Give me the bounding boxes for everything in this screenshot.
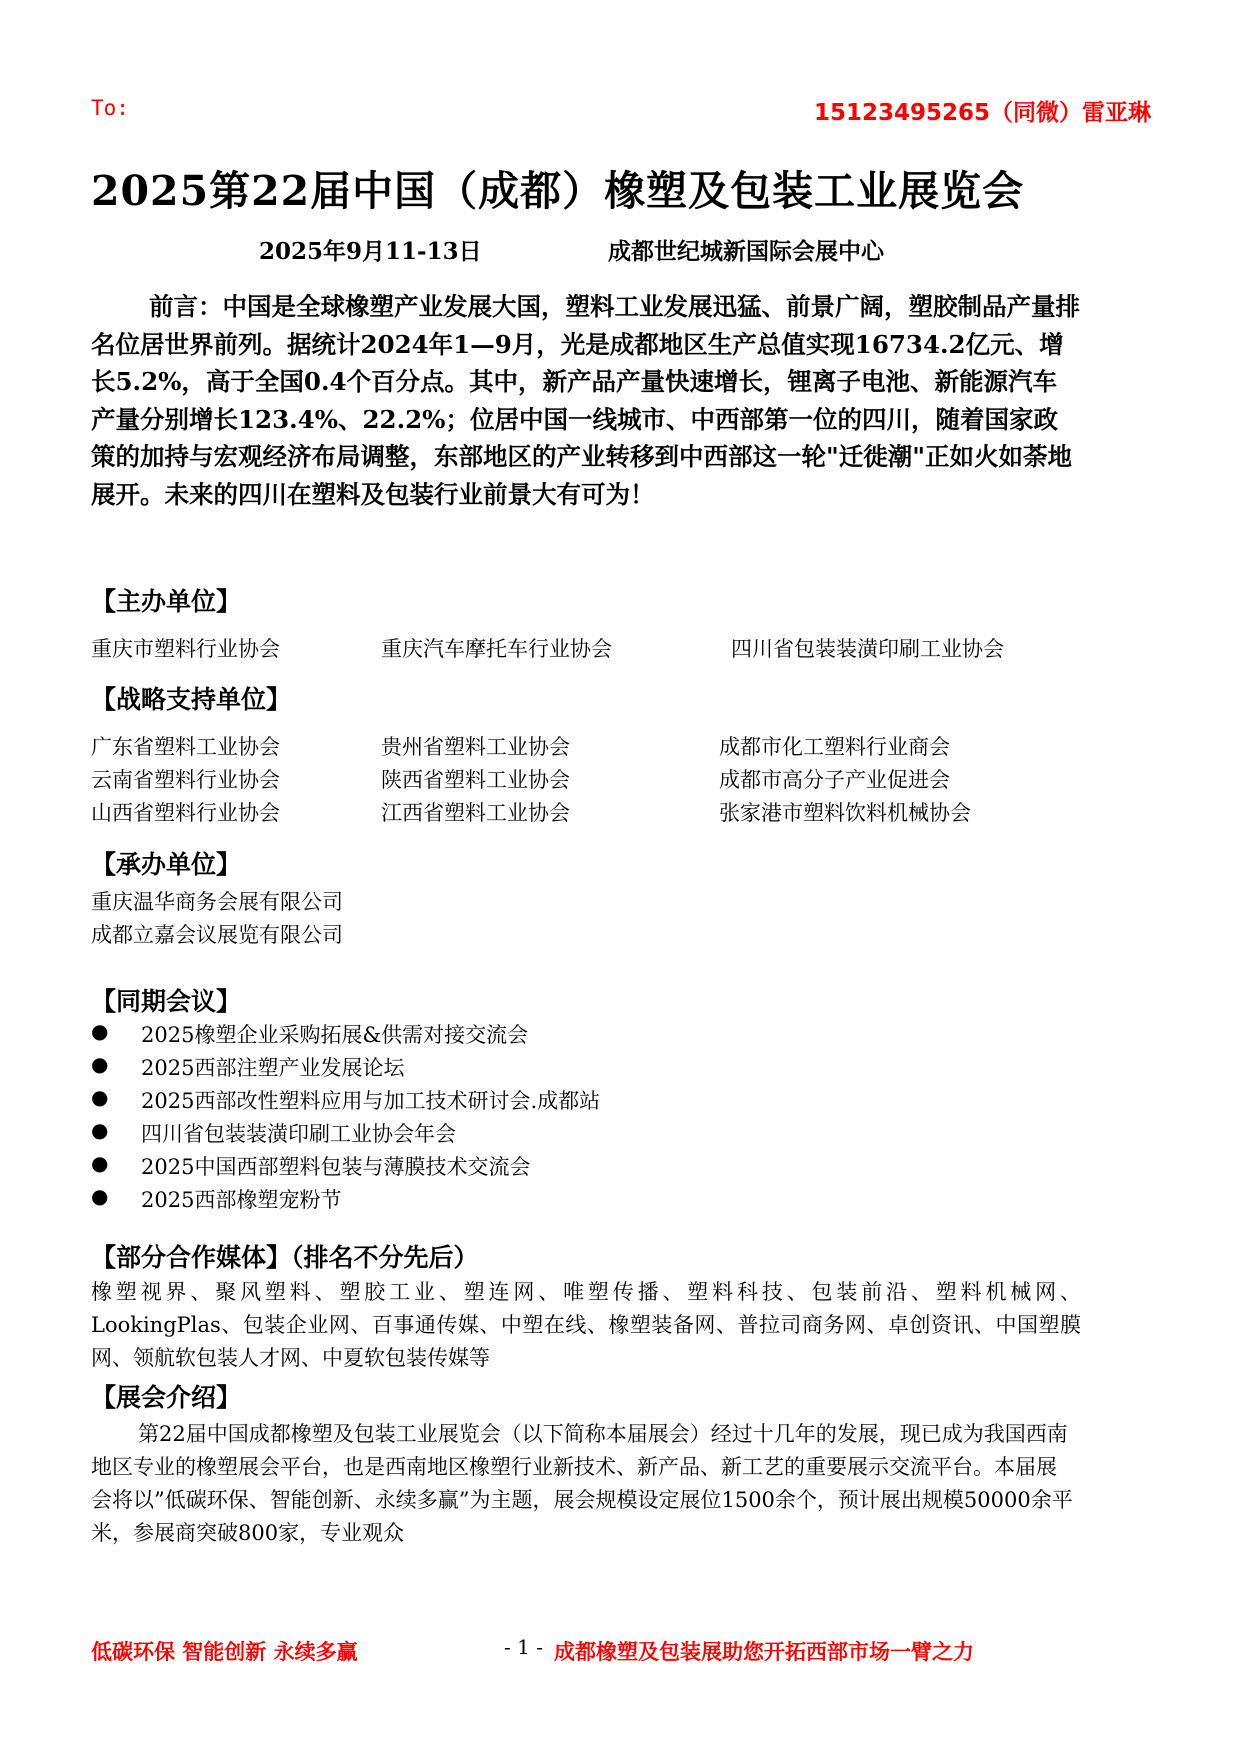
meeting-list-item — [91, 1118, 456, 1146]
meeting-list-item — [91, 1019, 529, 1047]
media-heading — [91, 1238, 479, 1274]
bullet-icon: ● — [91, 1019, 109, 1043]
supporter-item: 成都市化工塑料行业商会 — [719, 735, 950, 759]
media-heading-title: 【部分合作媒体】 — [91, 1243, 292, 1272]
intro-heading: 【展会介绍】 — [91, 1383, 242, 1412]
to-label: To: — [91, 96, 129, 120]
meeting-title: 2025西部改性塑料应用与加工技术研讨会.成都站 — [141, 1089, 601, 1113]
meetings-heading: 【同期会议】 — [91, 987, 242, 1016]
document-page — [91, 0, 1151, 1754]
meeting-list-item — [91, 1052, 405, 1080]
meeting-list-item — [91, 1085, 601, 1113]
footer-slogan: 低碳环保 智能创新 永续多赢 — [91, 1640, 358, 1664]
bullet-icon: ● — [91, 1085, 109, 1109]
supporter-item: 云南省塑料行业协会 — [91, 768, 280, 792]
page-title: 2025第22届中国（成都）橡塑及包装工业展览会 — [91, 167, 1025, 215]
host-item: 成都立嘉会议展览有限公司 — [91, 923, 343, 947]
meeting-list-item — [91, 1151, 531, 1179]
meeting-title: 2025橡塑企业采购拓展&供需对接交流会 — [141, 1023, 529, 1047]
page-number: - 1 - — [504, 1635, 543, 1659]
bullet-icon: ● — [91, 1118, 109, 1142]
organizer-item: 四川省包装装潢印刷工业协会 — [731, 637, 1004, 661]
organizers-heading: 【主办单位】 — [91, 587, 242, 616]
supporter-item: 贵州省塑料工业协会 — [381, 735, 570, 759]
meeting-title: 四川省包装装潢印刷工业协会年会 — [141, 1122, 456, 1146]
footer-tagline: 成都橡塑及包装展助您开拓西部市场一臂之力 — [554, 1640, 974, 1664]
supporter-item: 山西省塑料行业协会 — [91, 801, 280, 825]
supporter-item: 陕西省塑料工业协会 — [381, 768, 570, 792]
bullet-icon: ● — [91, 1184, 109, 1208]
supporter-item: 成都市高分子产业促进会 — [719, 768, 950, 792]
supporter-item: 广东省塑料工业协会 — [91, 735, 280, 759]
host-item: 重庆温华商务会展有限公司 — [91, 890, 343, 914]
organizer-item: 重庆市塑料行业协会 — [91, 637, 280, 661]
meeting-title: 2025西部橡塑宠粉节 — [141, 1188, 342, 1212]
event-date: 2025年9月11-13日 — [259, 238, 482, 265]
meeting-list-item — [91, 1184, 342, 1212]
supporter-item: 张家港市塑料饮料机械协会 — [719, 801, 971, 825]
bullet-icon: ● — [91, 1151, 109, 1175]
contact-info: 15123495265（同微）雷亚琳 — [813, 100, 1151, 126]
organizer-item: 重庆汽车摩托车行业协会 — [381, 637, 612, 661]
intro-paragraph: 第22届中国成都橡塑及包装工业展览会（以下简称本届展会）经过十几年的发展，现已成为我国西南地区专业的橡塑展会平台，也是西南地区橡塑行业新技术、新产品、新工艺的重要展示交流平台。本届展会将以”低碳环保、智能创新、永续多赢”为主题，展会规模设定展位1500余个，预计展出规模50000余平米，参展商突破800家，专业观众 — [91, 1422, 1073, 1545]
supporter-item: 江西省塑料工业协会 — [381, 801, 570, 825]
meeting-title: 2025中国西部塑料包装与薄膜技术交流会 — [141, 1155, 531, 1179]
bullet-icon: ● — [91, 1052, 109, 1076]
supporters-heading: 【战略支持单位】 — [91, 685, 292, 714]
event-venue: 成都世纪城新国际会展中心 — [608, 238, 884, 265]
hosts-heading: 【承办单位】 — [91, 850, 242, 879]
media-heading-note: （排名不分先后） — [291, 1243, 479, 1272]
preface-paragraph: 前言：中国是全球橡塑产业发展大国，塑料工业发展迅猛、前景广阔，塑胶制品产量排名位居世界前列。据统计2024年1—9月，光是成都地区生产总值实现16734.2亿元、增长5.2%，高于全国0.4个百分点。其中，新产品产量快速增长，锂离子电池、新能源汽车产量分别增长123.4%、22.2%；位居中国一线城市、中西部第一位的四川，随着国家政策的加持与宏观经济布局调整，东部地区的产业转移到中西部这一轮"迁徙潮"正如火如荼地展开。未来的四川在塑料及包装行业前景大有可为！ — [91, 292, 1080, 509]
media-list-text: 橡塑视界、聚风塑料、塑胶工业、塑连网、唯塑传播、塑料科技、包装前沿、塑料机械网、LookingPlas、包装企业网、百事通传媒、中塑在线、橡塑装备网、普拉司商务网、卓创资讯、中国塑膜网、领航软包装人才网、中夏软包装传媒等 — [91, 1280, 1081, 1370]
meeting-title: 2025西部注塑产业发展论坛 — [141, 1056, 405, 1080]
